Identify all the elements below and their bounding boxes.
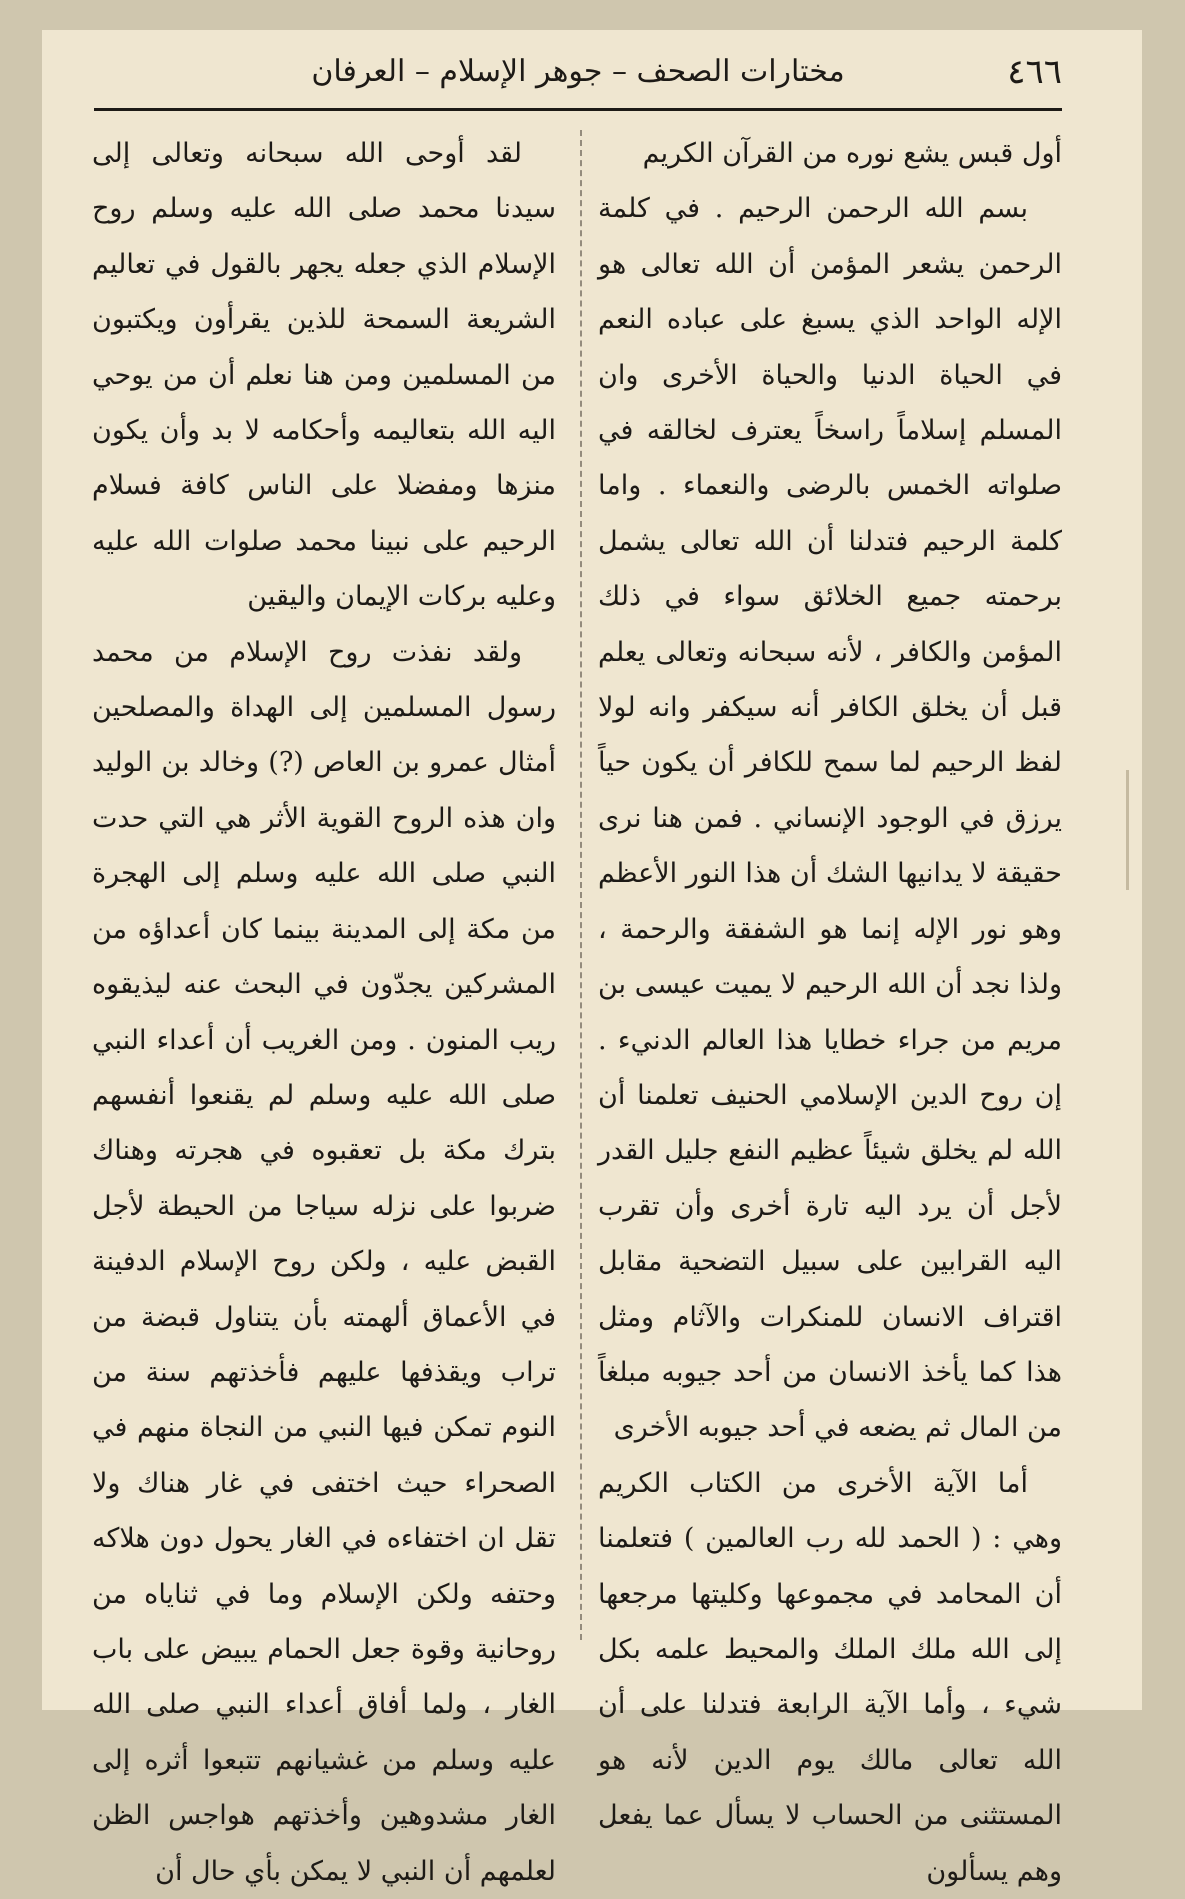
book-page	[42, 30, 1142, 1887]
right-column	[598, 126, 1062, 1887]
page-number: ٤٦٦	[1007, 52, 1062, 92]
running-title: مختارات الصحف – جوهر الإسلام – العرفان	[311, 54, 845, 89]
section-heading: أول قبس يشع نوره من القرآن الكريم	[642, 138, 1062, 169]
page-header	[94, 48, 1062, 112]
page-edge-mark	[1126, 770, 1129, 890]
paragraph: لقد أوحى الله سبحانه وتعالى إلى سيدنا محمد صلى الله عليه وسلم روح الإسلام الذي جعله يجهر بالقول في تعاليم الشريعة السمحة للذين يقرأون ويكتبون من المسلمين ومن هنا نعلم أن من يوحي اليه الله بتعاليمه وأحكامه لا بد وأن يكون منزها ومفضلا على الناس كافة فسلام الرحيم على نبينا محمد صلوات الله عليه وعليه بركات الإيمان واليقين	[92, 138, 556, 613]
left-column	[92, 126, 556, 1887]
header-rule	[94, 108, 1062, 111]
paragraph: بسم الله الرحمن الرحيم . في كلمة الرحمن يشعر المؤمن أن الله تعالى هو الإله الواحد الذي يسبغ على عباده النعم في الحياة الدنيا والحياة الأخرى وان المسلم إسلاماً راسخاً يعترف لخالقه في صلواته الخمس بالرضى والنعماء . واما كلمة الرحيم فتدلنا أن الله تعالى يشمل برحمته جميع الخلائق سواء في ذلك المؤمن والكافر ، لأنه سبحانه وتعالى يعلم قبل أن يخلق الكافر أنه سيكفر وانه لولا لفظ الرحيم لما سمح للكافر أن يكون حياً يرزق في الوجود الإنساني . فمن هنا نرى حقيقة لا يدانيها الشك أن هذا النور الأعظم وهو نور الإله إنما هو الشفقة والرحمة ، ولذا نجد أن الله الرحيم لا يميت عيسى بن مريم من جراء خطايا هذا العالم الدنيء . إن روح الدين الإسلامي الحنيف تعلمنا أن الله لم يخلق شيئاً عظيم النفع جليل القدر لأجل أن يرد اليه تارة أخرى وأن تقرب اليه القرابين على سبيل التضحية مقابل اقتراف الانسان للمنكرات والآثام ومثل هذا كما يأخذ الانسان من أحد جيوبه مبلغاً من المال ثم يضعه في أحد جيوبه الأخرى	[598, 193, 1062, 1444]
paragraph: ولقد نفذت روح الإسلام من محمد رسول المسلمين إلى الهداة والمصلحين أمثال عمرو بن العاص (?) وخالد بن الوليد وان هذه الروح القوية الأثر هي التي حدت النبي صلى الله عليه وسلم إلى الهجرة من مكة إلى المدينة بينما كان أعداؤه من المشركين يجدّون في البحث عنه ليذيقوه ريب المنون . ومن الغريب أن أعداء النبي صلى الله عليه وسلم لم يقنعوا أنفسهم بترك مكة بل تعقبوه في هجرته وهناك ضربوا على نزله سياجا من الحيطة لأجل القبض عليه ، ولكن روح الإسلام الدفينة في الأعماق ألهمته بأن يتناول قبضة من تراب ويقذفها عليهم فأخذتهم سنة من النوم تمكن فيها النبي من النجاة منهم في الصحراء حيث اختفى في غار هناك ولا تقل ان اختفاءه في الغار يحول دون هلاكه وحتفه ولكن الإسلام وما في ثناياه من روحانية وقوة جعل الحمام يبيض على باب الغار ، ولما أفاق أعداء النبي صلى الله عليه وسلم من غشيانهم تتبعوا أثره إلى الغار مشدوهين وأخذتهم هواجس الظن لعلمهم أن النبي لا يمكن بأي حال أن	[92, 636, 556, 1887]
paragraph: أما الآية الأخرى من الكتاب الكريم وهي : ( الحمد لله رب العالمين ) فتعلمنا أن المحامد في مجموعها وكليتها مرجعها إلى الله ملك الملك والمحيط علمه بكل شيء ، وأما الآية الرابعة فتدلنا على أن الله تعالى مالك يوم الدين لأنه هو المستثنى من الحساب لا يسأل عما يفعل وهم يسألون	[598, 1467, 1062, 1887]
column-divider	[580, 130, 582, 1640]
